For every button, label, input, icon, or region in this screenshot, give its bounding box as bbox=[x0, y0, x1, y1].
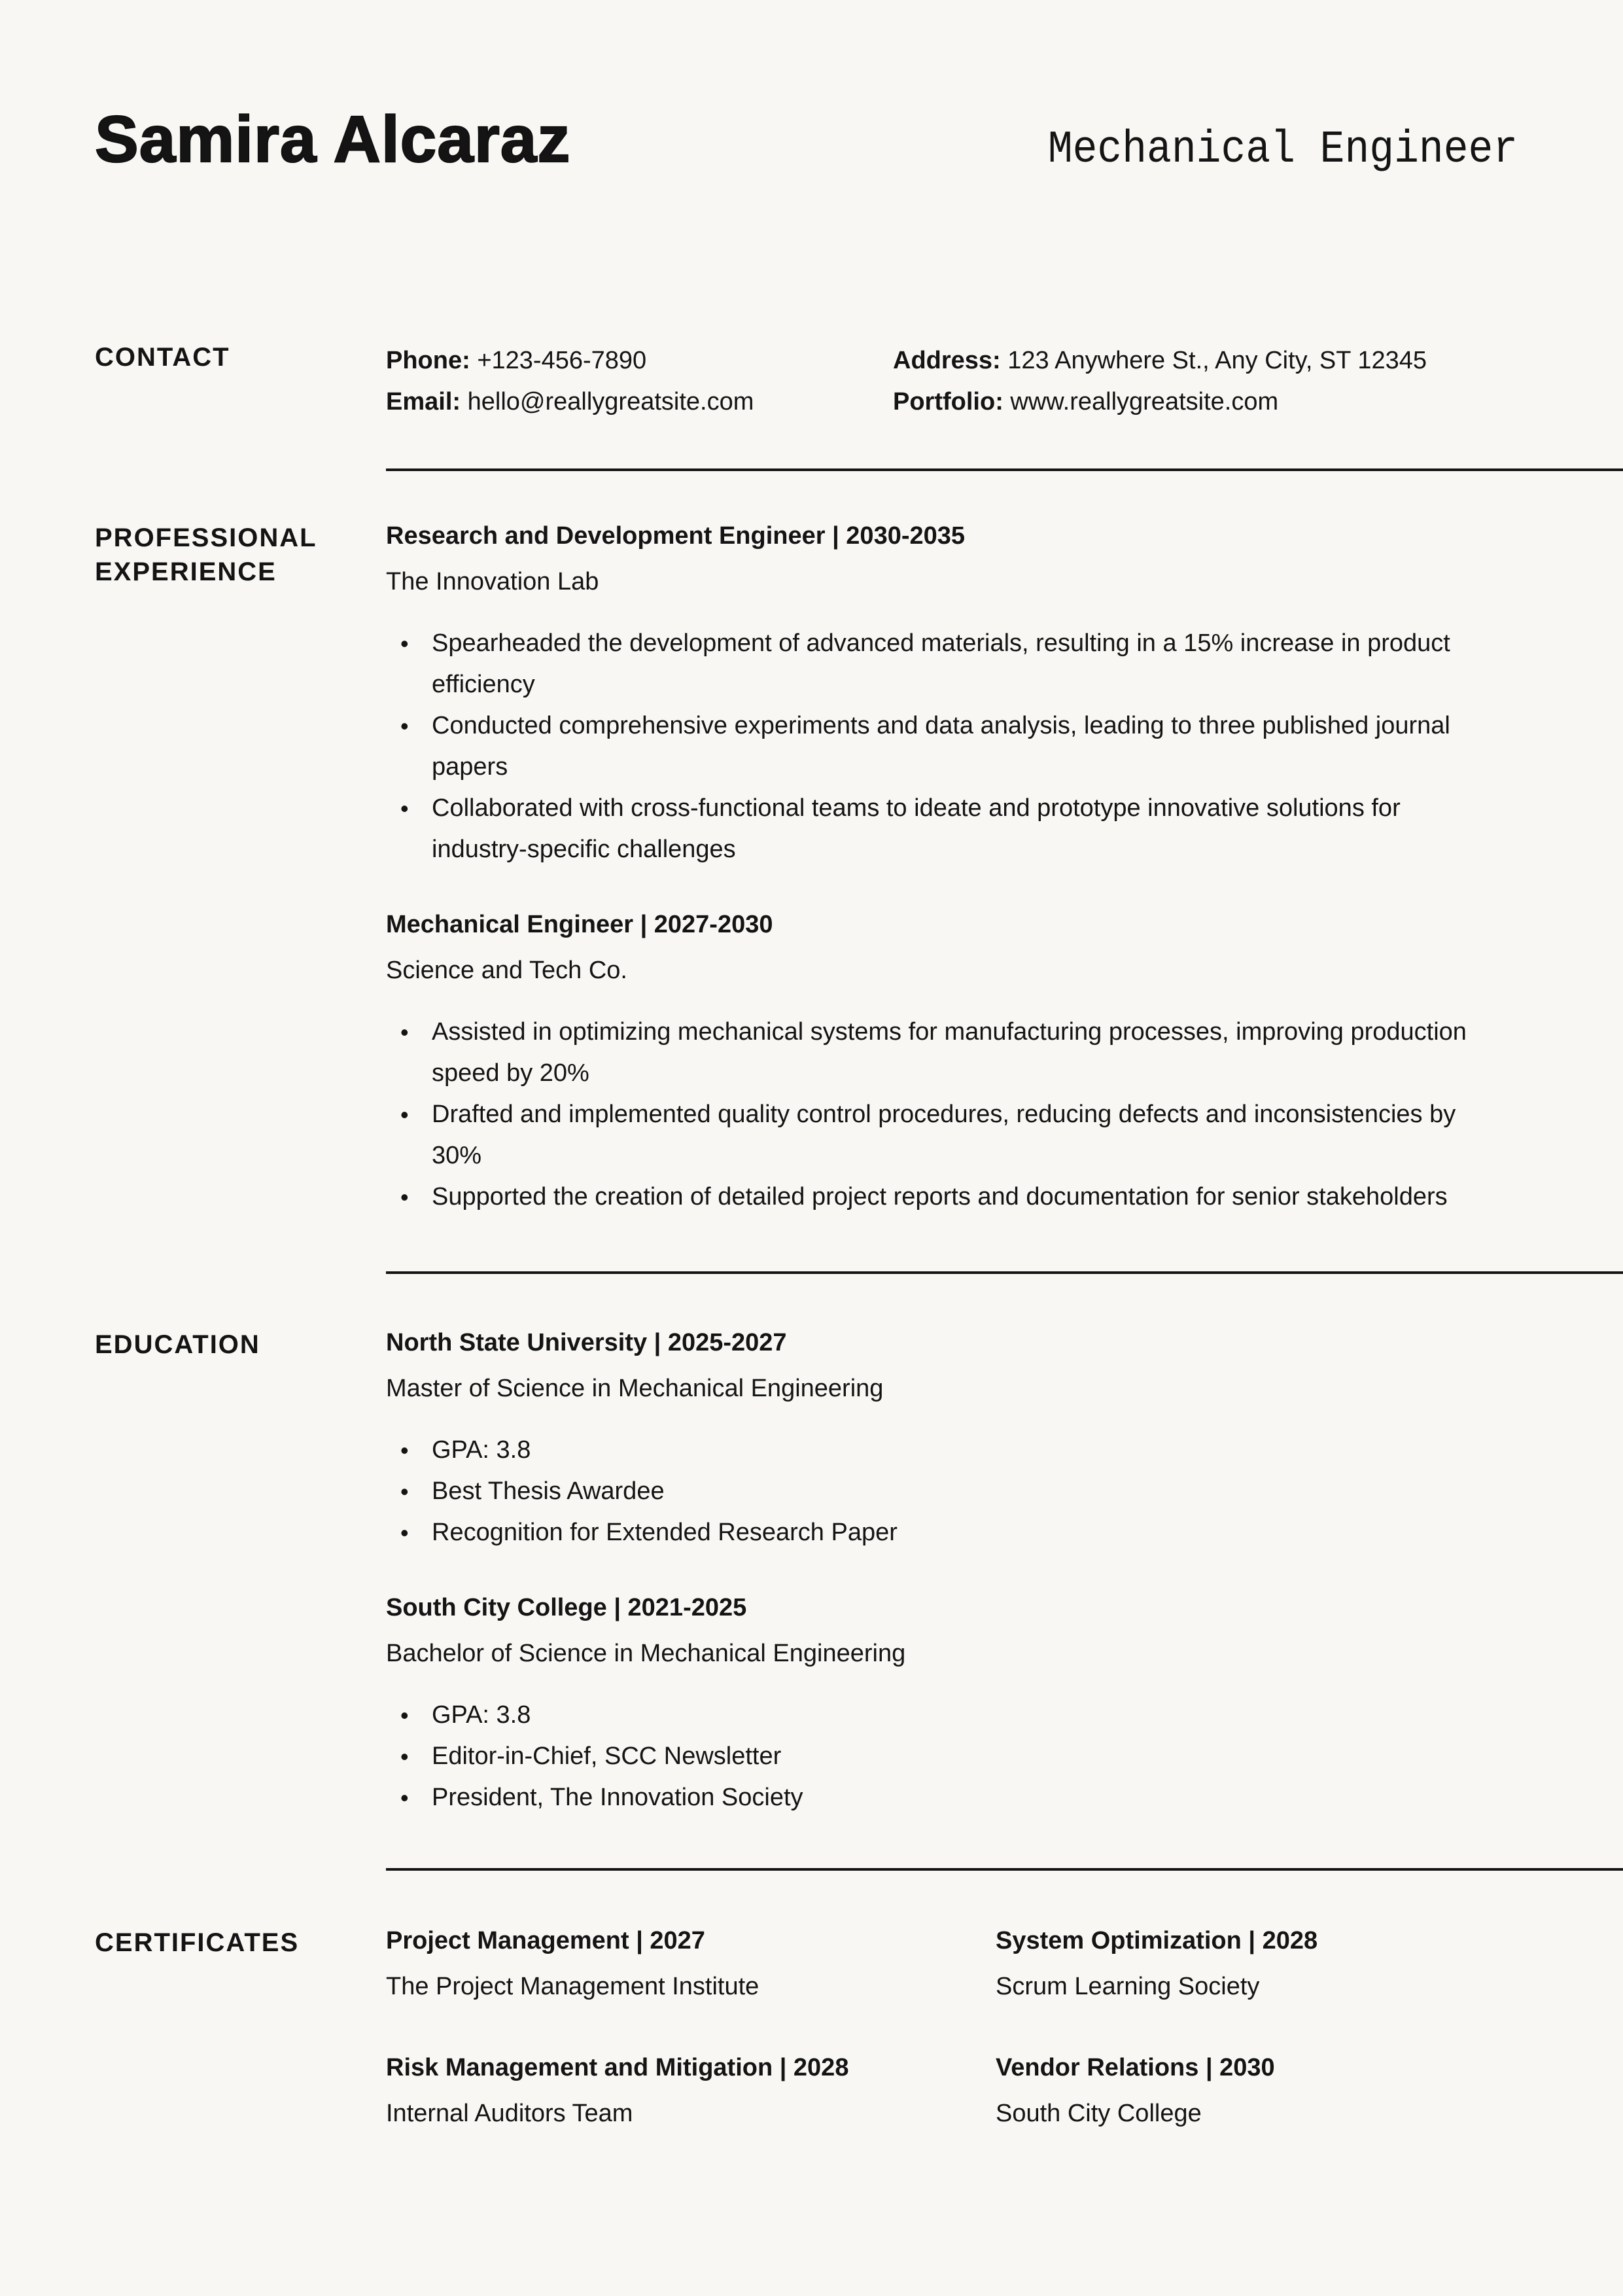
contact-phone-label: Phone: bbox=[386, 347, 470, 374]
job-bullet-list bbox=[386, 1012, 1492, 1218]
education-content bbox=[386, 1328, 1518, 1818]
certificate-entry bbox=[386, 2053, 996, 2128]
person-name: Samira Alcaraz bbox=[95, 103, 571, 176]
certificate-org: Scrum Learning Society bbox=[996, 1973, 1260, 2000]
section-divider bbox=[386, 1868, 1623, 1871]
job-bullet: • Spearheaded the development of advanced materials, resulting in a 15% increase in product efficiency bbox=[386, 623, 1492, 705]
certificate-heading: System Optimization | 2028 bbox=[996, 1927, 1318, 1954]
school-entry bbox=[386, 1328, 1518, 1553]
school-bullet: • GPA: 3.8 bbox=[386, 1430, 1492, 1471]
job-entry bbox=[386, 910, 1518, 1218]
certificates-section-label: CERTIFICATES bbox=[95, 1928, 300, 1957]
contact-email bbox=[386, 381, 893, 423]
contact-email-value: hello@reallygreatsite.com bbox=[467, 388, 754, 415]
school-bullet-list bbox=[386, 1430, 1492, 1553]
job-heading: Mechanical Engineer | 2027-2030 bbox=[386, 911, 773, 938]
experience-content bbox=[386, 521, 1518, 1218]
school-degree: Master of Science in Mechanical Engineering bbox=[386, 1375, 884, 1402]
certificate-entry bbox=[386, 1926, 996, 2002]
school-bullet-list bbox=[386, 1695, 1492, 1818]
contact-phone bbox=[386, 340, 893, 381]
section-divider bbox=[386, 1271, 1623, 1274]
job-bullet: • Assisted in optimizing mechanical systems for manufacturing processes, improving production speed by 20% bbox=[386, 1012, 1492, 1094]
experience-label-line2: EXPERIENCE bbox=[95, 557, 277, 586]
contact-portfolio-value: www.reallygreatsite.com bbox=[1010, 388, 1279, 415]
job-bullet: • Collaborated with cross-functional teams to ideate and prototype innovative solutions for industry-specific challenges bbox=[386, 788, 1492, 870]
experience-section bbox=[0, 521, 1623, 1218]
school-bullet: • Editor-in-Chief, SCC Newsletter bbox=[386, 1736, 1492, 1777]
job-company: The Innovation Lab bbox=[386, 568, 599, 595]
job-bullet: • Conducted comprehensive experiments and data analysis, leading to three published journal papers bbox=[386, 705, 1492, 788]
school-bullet: • GPA: 3.8 bbox=[386, 1695, 1492, 1736]
experience-label-line1: PROFESSIONAL bbox=[95, 523, 317, 552]
job-bullet: • Drafted and implemented quality control procedures, reducing defects and inconsistencies by 30% bbox=[386, 1094, 1492, 1176]
certificate-org: The Project Management Institute bbox=[386, 1973, 759, 2000]
certificate-heading: Vendor Relations | 2030 bbox=[996, 2054, 1275, 2081]
contact-address-value: 123 Anywhere St., Any City, ST 12345 bbox=[1007, 347, 1427, 374]
contact-email-label: Email: bbox=[386, 388, 461, 415]
contact-grid bbox=[386, 340, 1518, 423]
job-entry bbox=[386, 521, 1518, 870]
school-entry bbox=[386, 1593, 1518, 1818]
school-degree: Bachelor of Science in Mechanical Engineering bbox=[386, 1640, 906, 1667]
contact-portfolio-label: Portfolio: bbox=[893, 388, 1003, 415]
school-bullet: • President, The Innovation Society bbox=[386, 1777, 1492, 1818]
school-bullet: • Recognition for Extended Research Paper bbox=[386, 1512, 1492, 1553]
school-bullet: • Best Thesis Awardee bbox=[386, 1471, 1492, 1512]
certificate-heading: Project Management | 2027 bbox=[386, 1927, 705, 1954]
job-heading: Research and Development Engineer | 2030-2035 bbox=[386, 522, 966, 550]
education-section-label: EDUCATION bbox=[95, 1330, 260, 1359]
school-heading: South City College | 2021-2025 bbox=[386, 1594, 747, 1621]
school-heading: North State University | 2025-2027 bbox=[386, 1329, 787, 1356]
header bbox=[0, 103, 1623, 175]
certificates-section bbox=[0, 1926, 1623, 2128]
contact-section bbox=[0, 340, 1623, 423]
certificate-heading: Risk Management and Mitigation | 2028 bbox=[386, 2054, 849, 2081]
certificate-entry bbox=[996, 1926, 1518, 2002]
job-bullet-list bbox=[386, 623, 1492, 870]
contact-phone-value: +123-456-7890 bbox=[477, 347, 647, 374]
certificates-grid bbox=[386, 1926, 1518, 2128]
certificate-org: South City College bbox=[996, 2100, 1202, 2127]
certificate-entry bbox=[996, 2053, 1518, 2128]
education-section bbox=[0, 1328, 1623, 1818]
contact-portfolio bbox=[893, 381, 1518, 423]
job-company: Science and Tech Co. bbox=[386, 957, 627, 984]
certificate-org: Internal Auditors Team bbox=[386, 2100, 633, 2127]
section-divider bbox=[386, 468, 1623, 471]
job-title: Mechanical Engineer bbox=[1047, 124, 1518, 176]
experience-section-label bbox=[95, 521, 386, 1218]
contact-address bbox=[893, 340, 1518, 381]
contact-address-label: Address: bbox=[893, 347, 1001, 374]
job-bullet: • Supported the creation of detailed project reports and documentation for senior stakeholders bbox=[386, 1176, 1492, 1218]
contact-section-label: CONTACT bbox=[95, 343, 230, 372]
